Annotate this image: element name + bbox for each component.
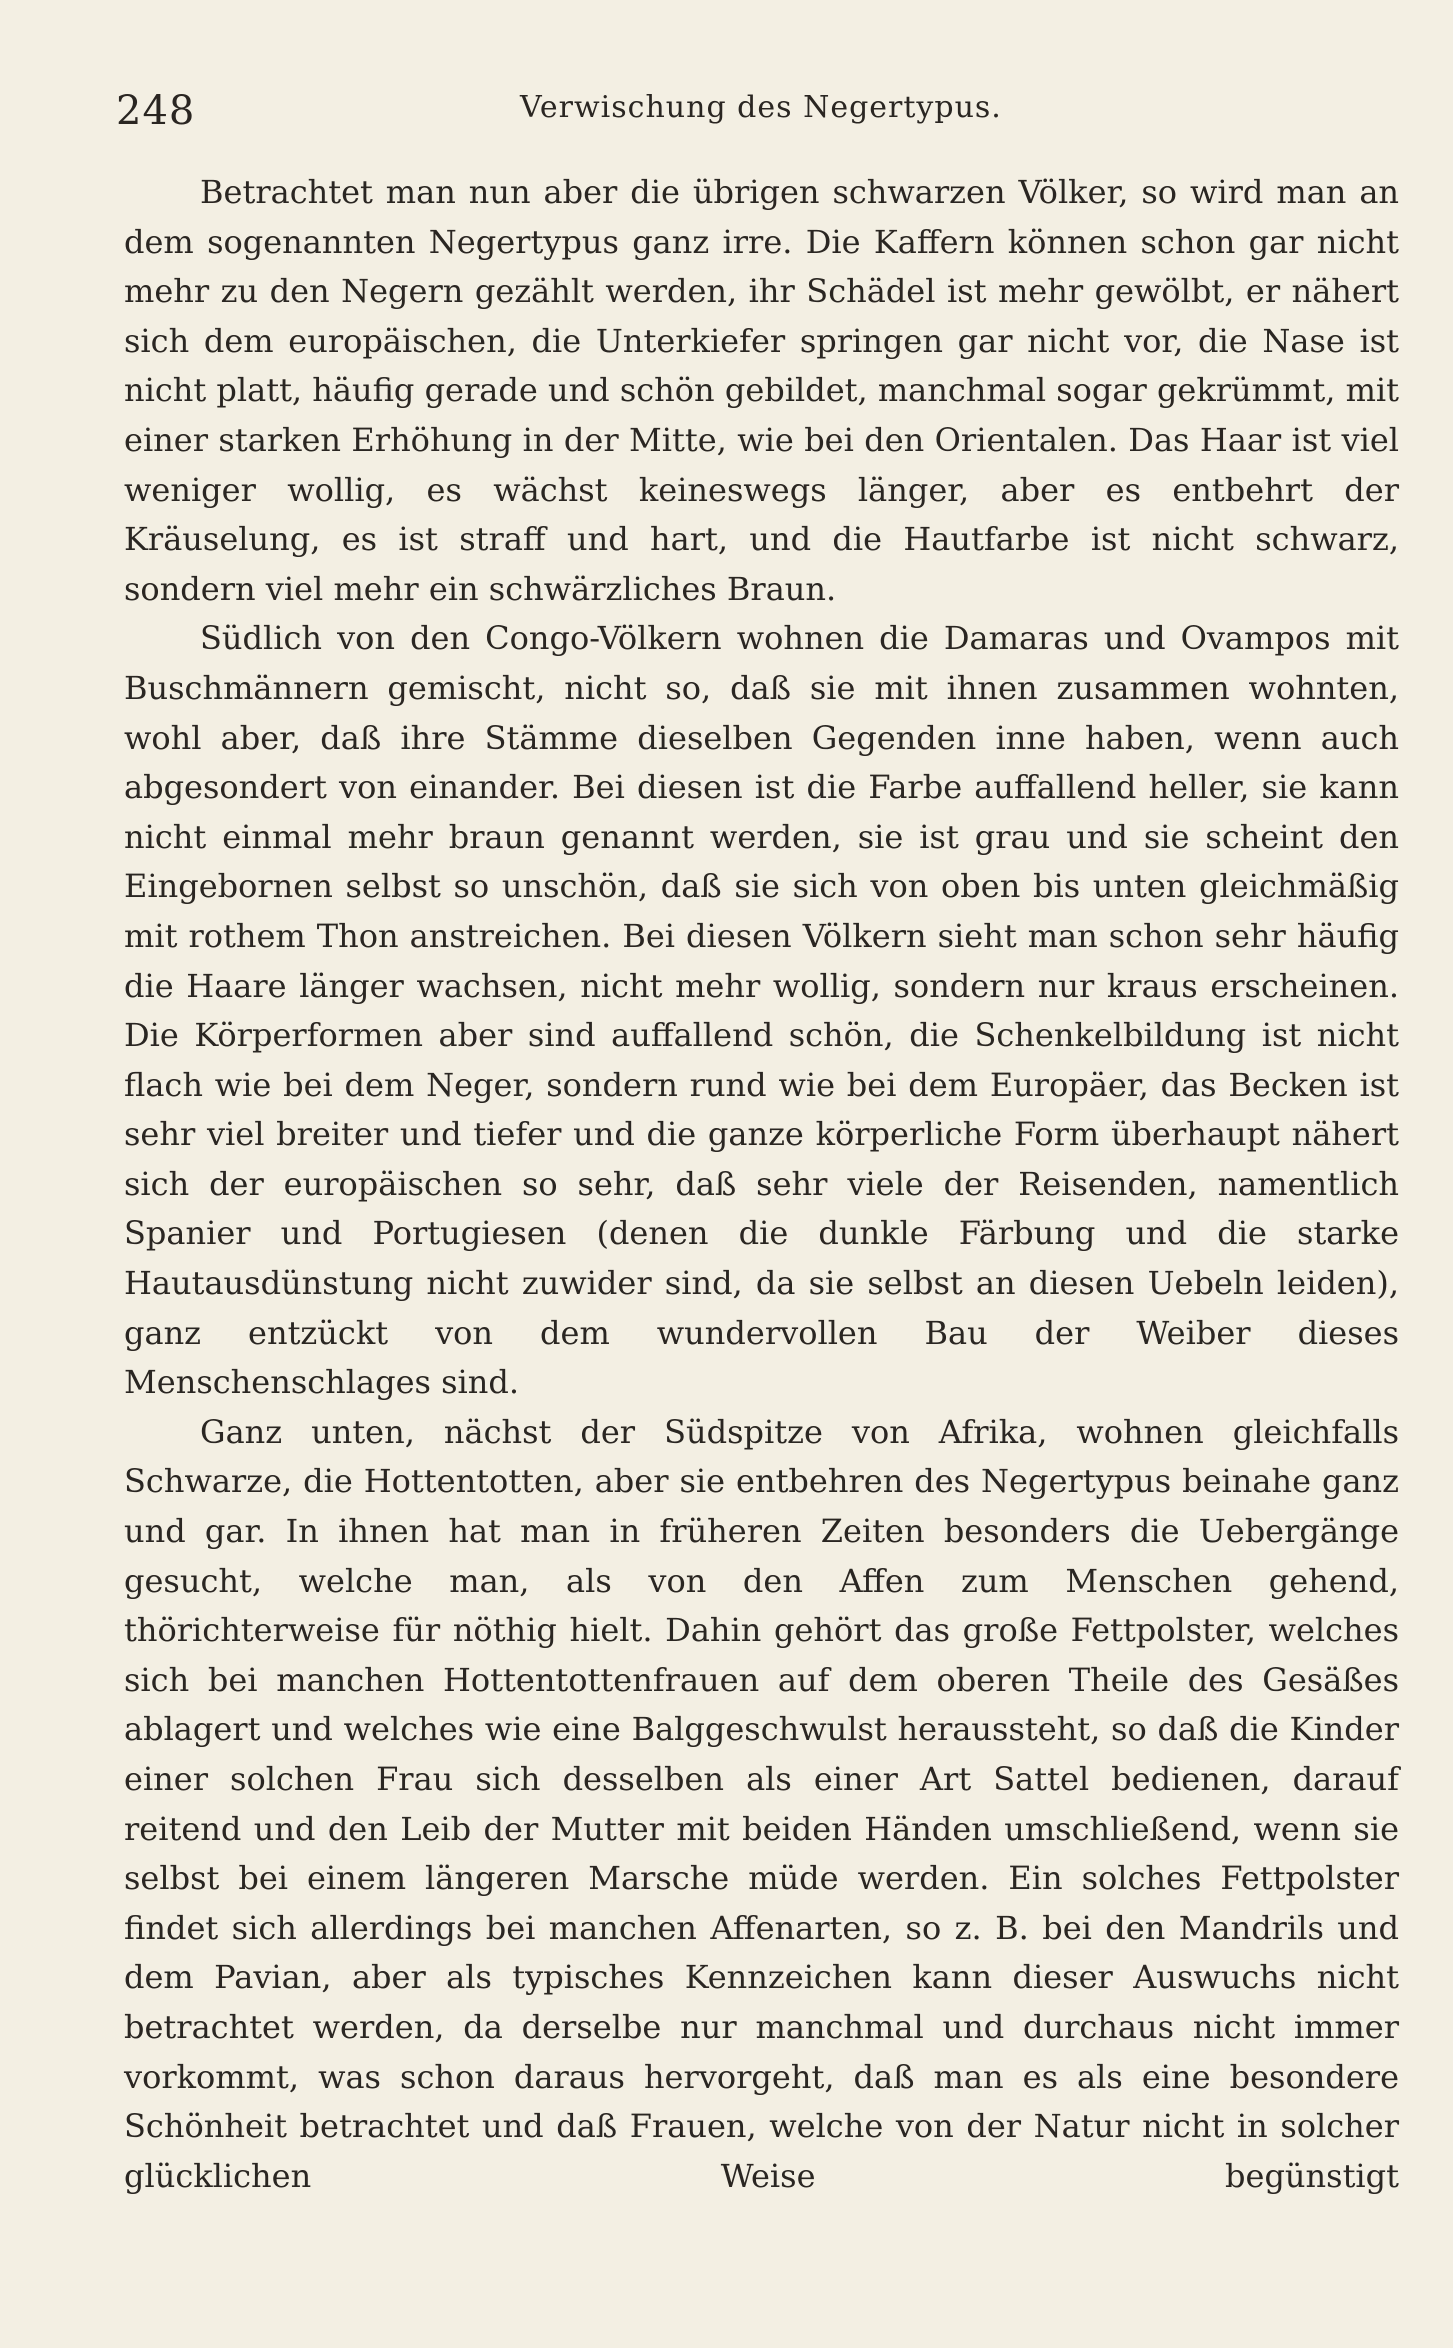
paragraph: Ganz unten, nächst der Südspitze von Afrika, wohnen gleichfalls Schwarze, die Hottentotten, aber sie entbehren des Negertypus beinahe ganz und gar. In ihnen hat man in früheren Zeiten besonders die Uebergänge gesucht, welche man, als von den Affen zum Menschen gehend, thörichterweise für nöthig hielt. Dahin gehört das große Fettpolster, welches sich bei manchen Hottentottenfrauen auf dem oberen Theile des Gesäßes ablagert und welches wie eine Balggeschwulst heraussteht, so daß die Kinder einer solchen Frau sich desselben als einer Art Sattel bedienen, darauf reitend und den Leib der Mutter mit beiden Händen umschließend, wenn sie selbst bei einem längeren Marsche müde werden. Ein solches Fettpolster findet sich allerdings bei manchen Affenarten, so z. B. bei den Mandrils und dem Pavian, aber als typisches Kennzeichen kann dieser Auswuchs nicht betrachtet werden, da derselbe nur manchmal und durchaus nicht immer vorkommt, was schon daraus hervorgeht, daß man es als eine besondere Schönheit betrachtet und daß Frauen, welche von der Natur nicht in solcher glücklichen Weise begünstigt [124, 1412, 1399, 2195]
paragraph: Südlich von den Congo-Völkern wohnen die Damaras und Ovampos mit Buschmännern gemischt, nicht so, daß sie mit ihnen zusammen wohnten, wohl aber, daß ihre Stämme dieselben Gegenden inne haben, wenn auch abgesondert von einander. Bei diesen ist die Farbe auffallend heller, sie kann nicht einmal mehr braun genannt werden, sie ist grau und sie scheint den Eingebornen selbst so unschön, daß sie sich von oben bis unten gleichmäßig mit rothem Thon anstreichen. Bei diesen Völkern sieht man schon sehr häufig die Haare länger wachsen, nicht mehr wollig, sondern nur kraus erscheinen. Die Körperformen aber sind auffallend schön, die Schenkelbildung ist nicht flach wie bei dem Neger, sondern rund wie bei dem Europäer, das Becken ist sehr viel breiter und tiefer und die ganze körperliche Form überhaupt nähert sich der europäischen so sehr, daß sehr viele der Reisenden, namentlich Spanier und Portugiesen (denen die dunkle Färbung und die starke Hautausdünstung nicht zuwider sind, da sie selbst an diesen Uebeln leiden), ganz entzückt von dem wundervollen Bau der Weiber dieses Menschenschlages sind. [124, 619, 1399, 1402]
paragraph: Betrachtet man nun aber die übrigen schwarzen Völker, so wird man an dem sogenannten Negertypus ganz irre. Die Kaffern können schon gar nicht mehr zu den Negern gezählt werden, ihr Schädel ist mehr gewölbt, er nähert sich dem europäischen, die Unterkiefer springen gar nicht vor, die Nase ist nicht platt, häufig gerade und schön gebildet, manchmal sogar gekrümmt, mit einer starken Erhöhung in der Mitte, wie bei den Orientalen. Das Haar ist viel weniger wollig, es wächst keineswegs länger, aber es entbehrt der Kräuselung, es ist straff und hart, und die Hautfarbe ist nicht schwarz, sondern viel mehr ein schwärzliches Braun. [124, 173, 1399, 608]
running-head: Verwischung des Negertypus. [520, 90, 1002, 125]
page-number: 248 [116, 88, 196, 134]
page-header [116, 80, 1393, 140]
body-text [124, 168, 1399, 2201]
